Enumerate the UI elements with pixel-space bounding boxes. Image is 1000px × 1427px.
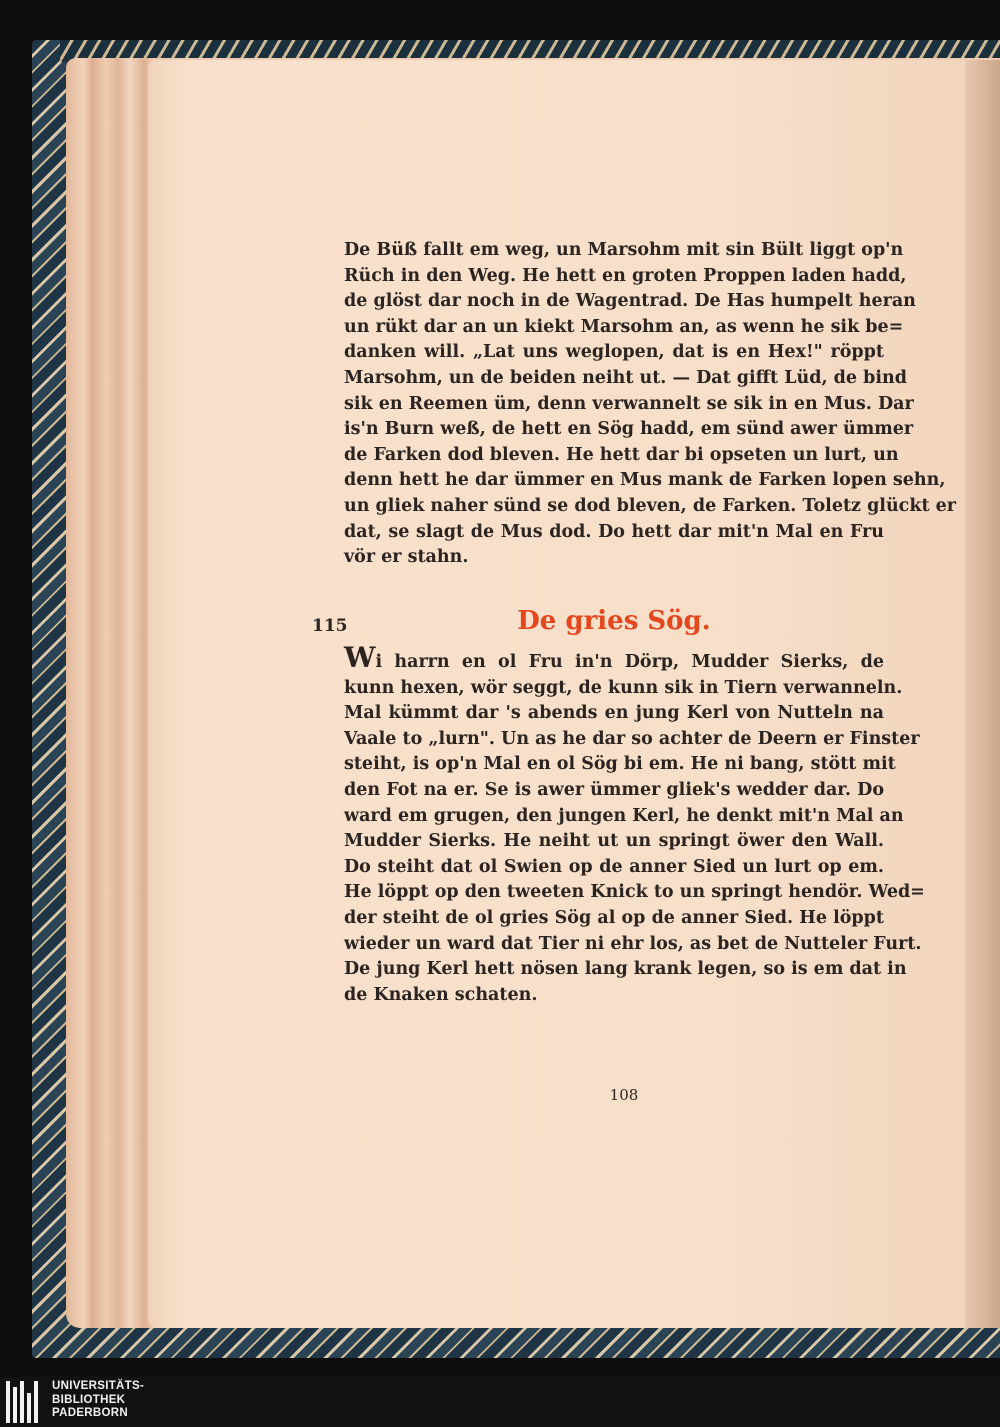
text-line: der steiht de ol gries Sög al op de anner Sied. He löppt — [344, 907, 884, 928]
text-line: Vaale to „lurn". Un as he dar so achter de Deern er Finster — [344, 728, 920, 749]
text-line: steiht, is op'n Mal en ol Sög bi em. He ni bang, stött mit — [344, 754, 896, 775]
library-name-line: PADERBORN — [52, 1407, 128, 1419]
story-first-line — [344, 641, 884, 676]
text-line: un gliek naher sünd se dod bleven, de Farken. Toletz glückt er — [344, 495, 956, 516]
story-heading: De gries Sög. — [517, 606, 711, 636]
text-line-last: vör er stahn. — [344, 547, 469, 568]
story-paragraph — [344, 641, 925, 1008]
library-footer — [0, 1376, 1000, 1427]
text-line: Mudder Sierks. He neiht ut un springt öwer den Wall. — [344, 831, 884, 852]
text-line: Marsohm, un de beiden neiht ut. — Dat gifft Lüd, de bind — [344, 367, 907, 388]
text-line: wieder un ward dat Tier ni ehr los, as bet de Nutteler Furt. — [344, 933, 922, 954]
text-line: i harrn en ol Fru in'n Dörp, Mudder Sierks, de — [375, 652, 884, 672]
marginal-number: 115 — [312, 616, 348, 636]
library-name-line: UNIVERSITÄTS- — [52, 1380, 145, 1392]
text-line: dat, se slagt de Mus dod. Do hett dar mit'n Mal en Fru — [344, 521, 884, 542]
text-line: He löppt op den tweeten Knick to un springt hendör. Wed= — [344, 882, 925, 903]
text-line-last: de Knaken schaten. — [344, 984, 538, 1005]
text-line: Rüch in den Weg. He hett en groten Proppen laden hadd, — [344, 265, 907, 286]
page-gutter — [965, 60, 1000, 1328]
paragraph-top — [344, 238, 956, 571]
text-line: den Fot na er. Se is awer ümmer gliek's wedder dar. Do — [344, 779, 884, 800]
text-line: de Farken dod bleven. He hett dar bi opseten un lurt, un — [344, 444, 899, 465]
text-line: is'n Burn weß, de hett en Sög hadd, em sünd awer ümmer — [344, 419, 914, 440]
text-line: ward em grugen, den jungen Kerl, he denkt mit'n Mal an — [344, 805, 904, 826]
text-line: un rükt dar an un kiekt Marsohm an, as wenn he sik be= — [344, 316, 904, 337]
text-line: De jung Kerl hett nösen lang krank legen, so is em dat in — [344, 959, 907, 980]
library-name-line: BIBLIOTHEK — [52, 1393, 126, 1406]
text-line: danken will. „Lat uns weglopen, dat is en Hex!" röppt — [344, 342, 884, 363]
text-line: De Büß fallt em weg, un Marsohm mit sin Bült liggt op'n — [344, 240, 904, 260]
library-logo-icon — [6, 1381, 46, 1423]
text-line: denn hett he dar ümmer en Mus mank de Farken lopen sehn, — [344, 470, 946, 491]
text-line: Mal kümmt dar 's abends en jung Kerl von Nutteln na — [344, 703, 884, 724]
page-number: 108 — [609, 1086, 639, 1104]
text-line: kunn hexen, wör seggt, de kunn sik in Tiern verwanneln. — [344, 677, 903, 698]
text-line: sik en Reemen üm, denn verwannelt se sik in en Mus. Dar — [344, 393, 914, 414]
drop-cap: W — [344, 641, 376, 674]
library-name — [52, 1380, 144, 1421]
text-line: Do steiht dat ol Swien op de anner Sied un lurt op em. — [344, 856, 884, 877]
text-line: de glöst dar noch in de Wagentrad. De Has humpelt heran — [344, 291, 916, 312]
